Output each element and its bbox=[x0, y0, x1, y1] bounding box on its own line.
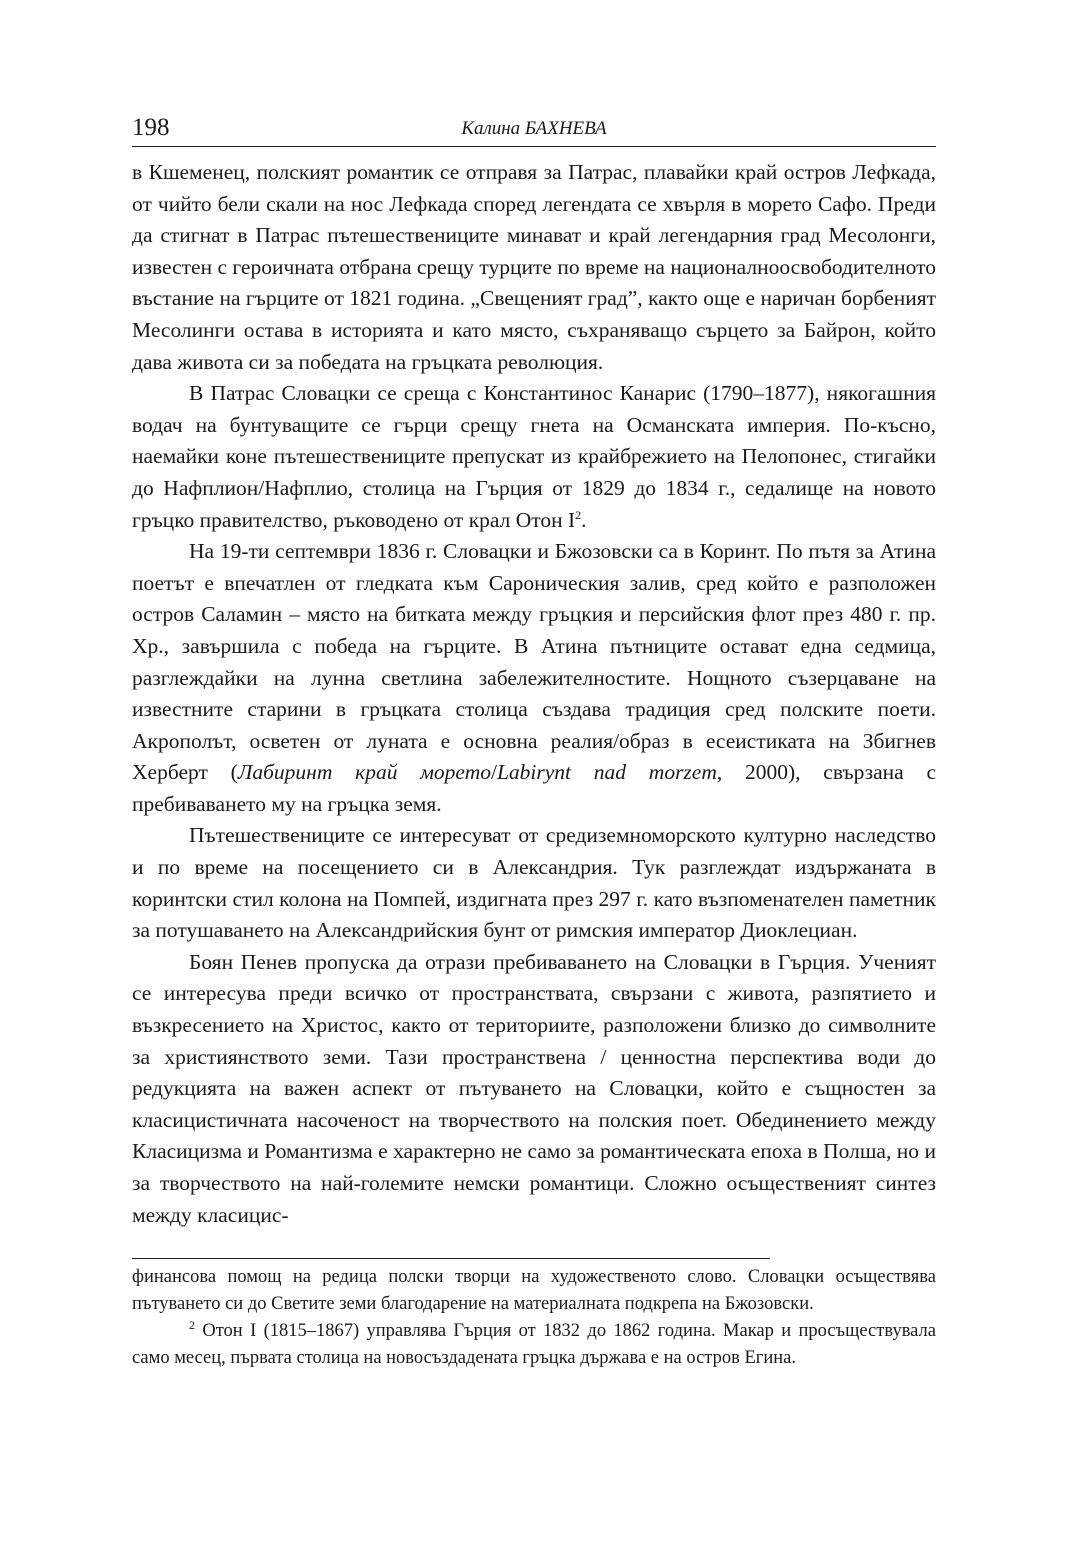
paragraph-4: Пътешествениците се интересуват от средиземноморското културно наследство и по време на посещението си в Александрия. Тук разглеждат издържаната в коринтски стил колона на Помпей, издигната през 297 г. като възпоменателен паметник за потушаването на Александрийския бунт от римския император Диоклециан. bbox=[132, 823, 936, 943]
title-separator: / bbox=[490, 760, 497, 785]
footnote-2 bbox=[132, 1318, 936, 1372]
paragraph-3-start: На 19-ти септември 1836 г. Словацки и Бжозовски са в Коринт. По пътя за Атина поетът е впечатлен от гледката към Сароническия залив, сред който е разположен остров Саламин – място на битката между гръцкия и персийския флот през 480 г. пр. Хр., завършила с победа на гърците. В Атина пътниците остават една седмица, разглеждайки на лунна светлина забележителностите. Нощното съзерцаване на известните старини в гръцката столица създава традиция сред полските поети. Акрополът, осветен от луната е основна реалия/образ в есеистиката на Збигнев Херберт ( bbox=[132, 539, 936, 785]
book-title-polish: Labirynt nad morzem bbox=[496, 760, 717, 785]
page-number: 198 bbox=[132, 114, 170, 141]
footnote-divider bbox=[132, 1258, 770, 1259]
page-header bbox=[132, 110, 936, 147]
footnotes bbox=[132, 1264, 936, 1372]
body-text bbox=[132, 157, 936, 1231]
paragraph-2-end: . bbox=[581, 507, 587, 532]
page bbox=[132, 110, 936, 1231]
paragraph-5: Боян Пенев пропуска да отрази пребиваването на Словацки в Гърция. Ученият се интересува преди всичко от пространствата, свързани с живота, разпятието и възкресението на Христос, както от териториите, разположени близко до символните за християнството земи. Тази пространствена / ценностна перспектива води до редукцията на важен аспект от пътуването на Словацки, който е същностен за класицистичната насоченост на творчеството на полския поет. Обединението между Класицизма и Романтизма е характерно не само за романтическата епоха в Полша, но и за творчеството на най-големите немски романтици. Сложно осъщественият синтез между класицис- bbox=[132, 949, 936, 1227]
paragraph-3-end: , 2000), свързана с пребиваването му на гръцка земя. bbox=[132, 760, 936, 816]
footnote-2-text: Отон I (1815–1867) управлява Гърция от 1832 до 1862 година. Макар и просъществувала само месец, първата столица на новосъздадената гръцка държава е на остров Егина. bbox=[132, 1321, 936, 1368]
running-title: Калина БАХНЕВА bbox=[461, 118, 607, 139]
footnote-2-marker: 2 bbox=[189, 1317, 195, 1332]
paragraph-1: в Кшеменец, полският романтик се отправя за Патрас, плавайки край остров Лефкада, от чийто бели скали на нос Лефкада според легендата се хвърля в морето Сафо. Преди да стигнат в Патрас пътешествениците минават и край легендарния град Месолонги, известен с героичната отбрана срещу турците по време на националноосвободителното въстание на гърците от 1821 година. „Свещеният град”, както още е наричан борбеният Месолинги остава в историята и като място, съхраняващо сърцето за Байрон, който дава живота си за победата на гръцката революция. bbox=[132, 160, 936, 374]
book-title-bulgarian: Лабиринт край морето bbox=[237, 760, 491, 785]
paragraph-2 bbox=[132, 378, 936, 536]
footnote-continuation: финансова помощ на редица полски творци на художественото слово. Словацки осъществява пътуването си до Светите земи благодарение на материалната подкрепа на Бжозовски. bbox=[132, 1267, 936, 1314]
paragraph-2-text: В Патрас Словацки се среща с Константинос Канарис (1790–1877), някогашния водач на бунтуващите се гърци срещу гнета на Османската империя. По-късно, наемайки коне пътешествениците препускат из крайбрежието на Пелопонес, стигайки до Нафплион/Нафплио, столица на Гърция от 1829 до 1834 г., седалище на новото гръцко правителство, ръководено от крал Отон I bbox=[132, 381, 936, 532]
footnote-ref-2[interactable]: 2 bbox=[575, 507, 582, 522]
paragraph-3 bbox=[132, 536, 936, 820]
